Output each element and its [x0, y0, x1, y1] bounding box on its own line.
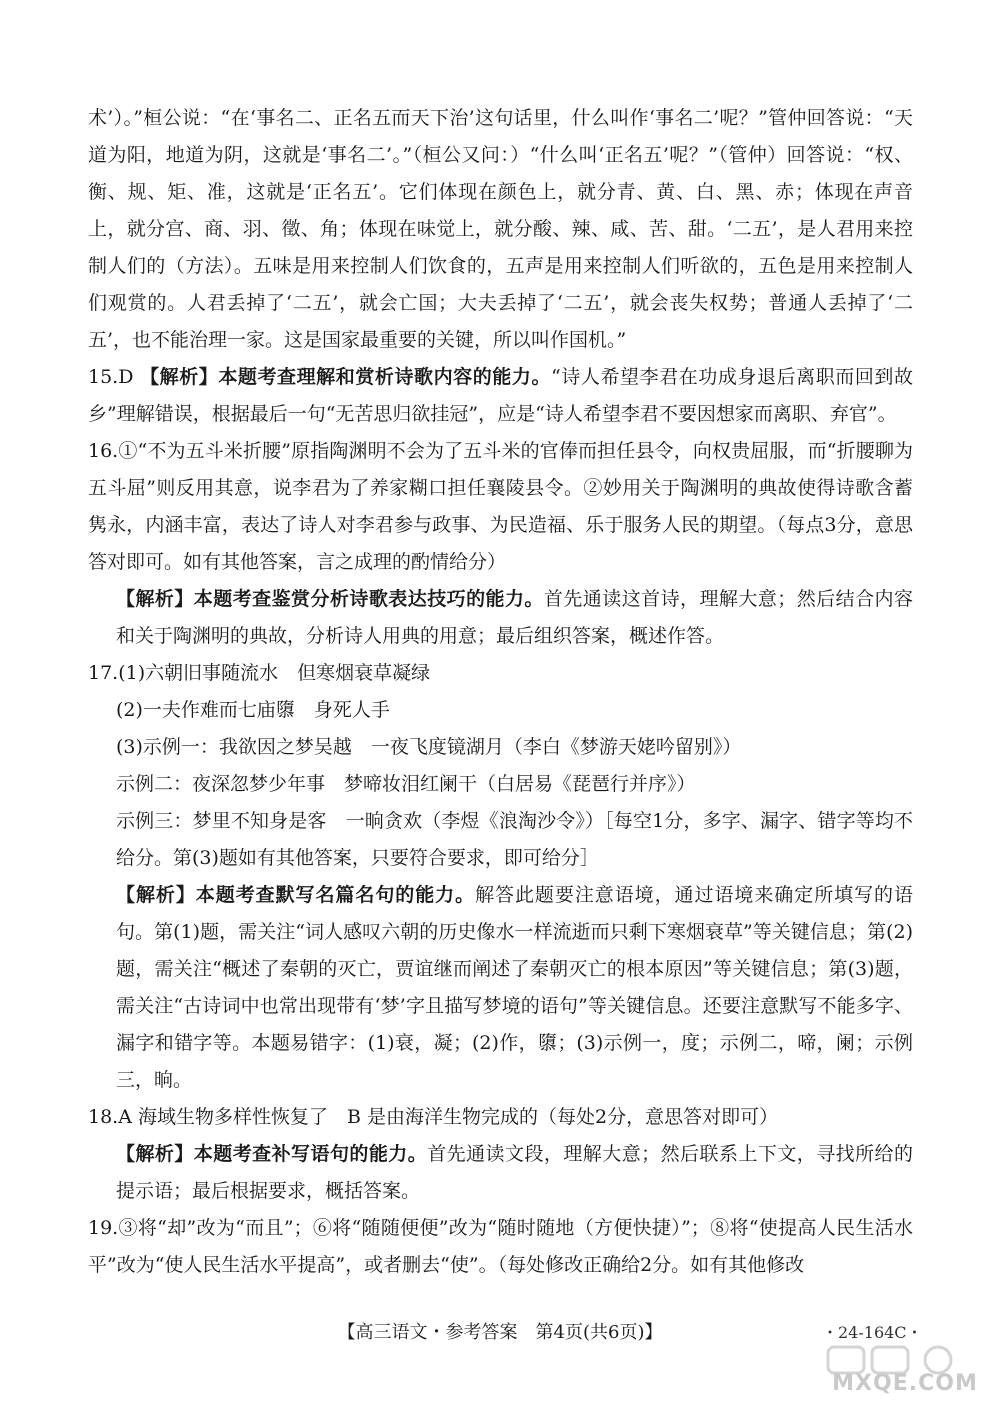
watermark-logo — [820, 1345, 990, 1400]
answer-17-analysis — [88, 877, 913, 1099]
footer-page-info: 【高三语文・参考答案 第4页(共6页)】 — [337, 1322, 663, 1343]
answer-19 — [88, 1210, 913, 1284]
answer-19-text: ③将“却”改为“而且”；⑥将“随随便便”改为“随时随地（方便快捷）”；⑧将“使提高人民生活水平”改为“使人民生活水平提高”，或者删去“使”。（每处修改正确给2分。如有其他修改 — [88, 1217, 913, 1276]
answer-18-analysis-text: 首先通读文段，理解大意；然后联系上下文，寻找所给的提示语；最后根据要求，概括答案。 — [116, 1143, 913, 1202]
answer-16-number: 16. — [88, 440, 119, 462]
answer-17-line-1 — [88, 655, 913, 692]
answer-17-part-3: (3)示例一：我欲因之梦吴越 一夜飞度镜湖月（李白《梦游天姥吟留别》） — [116, 736, 742, 758]
page-content — [88, 100, 913, 1284]
answer-17-example-3: 示例三：梦里不知身是客 一晌贪欢（李煜《浪淘沙令》）［每空1分，多字、漏字、错字等均不给分。第(3)题如有其他答案，只要符合要求，即可给分］ — [116, 810, 913, 869]
answer-17-example-2: 示例二：夜深忽梦少年事 梦啼妆泪红阑干（白居易《琵琶行并序》） — [116, 773, 696, 795]
answer-15-text: “诗人希望李君在功成身退后离职而回到故乡”理解错误，根据最后一句“无苦思归欲挂冠”，应是“诗人希望李君不要因想家而离职、弃官”。 — [88, 366, 913, 425]
answer-17-analysis-text: 解答此题要注意语境，通过语境来确定所填写的语句。第(1)题，需关注“词人感叹六朝的历史像水一样流逝而只剩下寒烟衰草”等关键信息；第(2)题，需关注“概述了秦朝的灭亡，贾谊继而阐述了秦朝灭亡的根本原因”等关键信息；第(3)题，需关注“古诗词中也常出现带有‘梦’字且描写梦境的语句”等关键信息。还要注意默写不能多字、漏字和错字等。本题易错字：(1)衰，凝；(2)作，隳；(3)示例一，度；示例二，啼，阑；示例三，晌。 — [116, 884, 913, 1091]
answer-17-number: 17. — [88, 662, 119, 684]
answer-18-text: A 海域生物多样性恢复了 B 是由海洋生物完成的（每处2分，意思答对即可） — [118, 1106, 779, 1128]
answer-16-text: ①“不为五斗米折腰”原指陶渊明不会为了五斗米的官俸而担任县令，向权贵屈服，而“折腰聊为五斗屈”则反用其意，说李君为了养家糊口担任襄陵县令。②妙用关于陶渊明的典故使得诗歌含蓄隽永，内涵丰富，表达了诗人对李君参与政事、为民造福、乐于服务人民的期望。（每点3分，意思答对即可。如有其他答案，言之成理的酌情给分） — [88, 440, 913, 573]
answer-18 — [88, 1099, 913, 1136]
watermark-text: MXQE.COM — [832, 1371, 978, 1396]
answer-16-analysis-text: 首先通读这首诗，理解大意；然后结合内容和关于陶渊明的典故，分析诗人用典的用意；最后组织答案，概述作答。 — [116, 588, 913, 647]
answer-15-analysis-label: 【解析】本题考查理解和赏析诗歌内容的能力。 — [140, 366, 552, 388]
answer-17-part-1: (1)六朝旧事随流水 但寒烟衰草凝绿 — [118, 662, 431, 684]
answer-18-number: 18. — [88, 1106, 119, 1128]
answer-15 — [88, 359, 913, 433]
answer-17-analysis-label: 【解析】本题考查默写名篇名句的能力。 — [116, 884, 476, 906]
footer-paper-code: ・24-164C・ — [822, 1323, 923, 1342]
answer-18-analysis-label: 【解析】本题考查补写语句的能力。 — [116, 1143, 428, 1165]
page-footer — [0, 1318, 1000, 1348]
answer-16-analysis-label: 【解析】本题考查鉴赏分析诗歌表达技巧的能力。 — [116, 588, 544, 610]
answer-15-number: 15.D — [88, 366, 134, 388]
answer-19-number: 19. — [88, 1217, 119, 1239]
translation-paragraph: 术’）。”桓公说：“在‘事名二、正名五而天下治’这句话里，什么叫作‘事名二’呢？”管仲回答说：“天道为阳，地道为阴，这就是‘事名二’。”（桓公又问：）“什么叫‘正名五’呢？”（管仲）回答说：“权、衡、规、矩、准，这就是‘正名五’。它们体现在颜色上，就分青、黄、白、黑、赤；体现在声音上，就分宫、商、羽、徵、角；体现在味觉上，就分酸、辣、咸、苦、甜。‘二五’，是人君用来控制人们的（方法）。五味是用来控制人们饮食的，五声是用来控制人们听欲的，五色是用来控制人们观赏的。人君丢掉了‘二五’，就会亡国；大夫丢掉了‘二五’，就会丧失权势；普通人丢掉了‘二五’，也不能治理一家。这是国家最重要的关键，所以叫作国机。” — [88, 107, 913, 351]
answer-17-part-2: (2)一夫作难而七庙隳 身死人手 — [116, 699, 390, 721]
answer-16-analysis — [88, 581, 913, 655]
answer-16 — [88, 433, 913, 581]
answer-18-analysis — [88, 1136, 913, 1210]
